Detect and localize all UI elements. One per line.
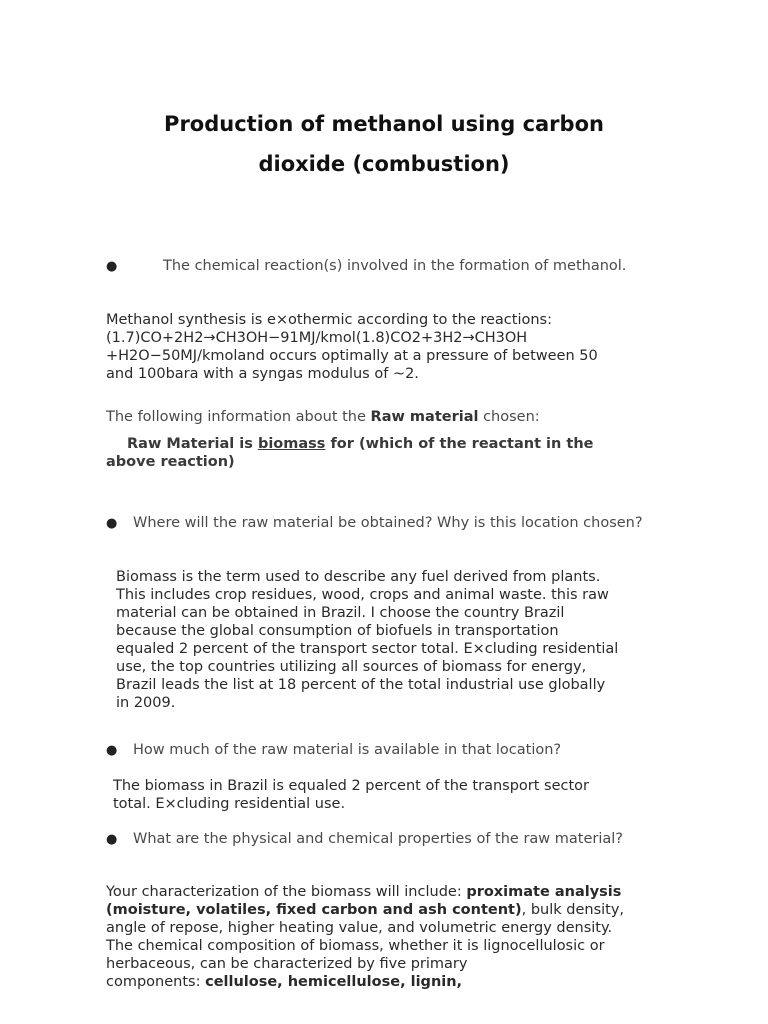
properties-text: Your characterization of the biomass will include:	[106, 884, 467, 900]
properties-text: components:	[106, 974, 206, 990]
raw-material-line-2: above reaction)	[106, 454, 235, 470]
title-line-1: Production of methanol using carbon	[164, 112, 604, 136]
properties-bold-text: (moisture, volatiles, fixed carbon and ash content)	[106, 902, 522, 918]
paragraph-line: material can be obtained in Brazil. I choose the country Brazil	[116, 605, 565, 621]
bullet-icon: ●	[106, 259, 118, 274]
question-text: The chemical reaction(s) involved in the formation of methanol.	[163, 258, 627, 274]
paragraph-line	[106, 973, 624, 991]
bullet-icon: ●	[106, 516, 118, 531]
paragraph-line: Brazil leads the list at 18 percent of the total industrial use globally	[116, 677, 606, 693]
bullet-icon: ●	[106, 832, 118, 847]
raw-material-text: Raw Material is	[127, 436, 258, 452]
properties-text: , bulk density,	[521, 902, 625, 918]
properties-bold-text: proximate analysis	[466, 884, 622, 900]
raw-material-line-1	[106, 435, 646, 453]
properties-bold-text: cellulose, hemicellulose, lignin,	[205, 974, 463, 990]
info-text-end: chosen:	[478, 409, 540, 425]
question-properties	[106, 831, 646, 848]
paragraph-line: The chemical composition of biomass, whether it is lignocellulosic or	[106, 938, 605, 954]
question-location	[106, 515, 646, 532]
raw-material-underlined: biomass	[257, 436, 326, 452]
question-text: Where will the raw material be obtained? Why is this location chosen?	[133, 515, 643, 531]
raw-material-statement	[106, 435, 646, 471]
paragraph-line: angle of repose, higher heating value, and volumetric energy density.	[106, 920, 613, 936]
question-availability	[106, 742, 646, 759]
info-bold-text: Raw material	[370, 409, 479, 425]
paragraph-line: total. E×cluding residential use.	[113, 796, 346, 812]
paragraph-line: Methanol synthesis is e×othermic according to the reactions:	[106, 312, 552, 328]
paragraph-line: herbaceous, can be characterized by five primary	[106, 956, 468, 972]
page-title	[0, 104, 768, 184]
paragraph-line: (1.7)CO+2H2→CH3OH−91MJ/kmol(1.8)CO2+3H2→CH3OH	[106, 330, 528, 346]
question-text: What are the physical and chemical properties of the raw material?	[133, 831, 623, 847]
paragraph-line	[106, 901, 624, 919]
paragraph-line: in 2009.	[116, 695, 176, 711]
info-text: The following information about the	[106, 409, 371, 425]
properties-paragraph	[106, 883, 624, 991]
paragraph-line	[106, 883, 624, 901]
paragraph-line: Biomass is the term used to describe any fuel derived from plants.	[116, 569, 601, 585]
availability-paragraph	[113, 777, 589, 813]
paragraph-line: equaled 2 percent of the transport sector total. E×cluding residential	[116, 641, 619, 657]
question-chemical-reactions	[106, 258, 646, 275]
reaction-paragraph	[106, 311, 598, 383]
paragraph-line: +H2O−50MJ/kmoland occurs optimally at a pressure of between 50	[106, 348, 598, 364]
bullet-icon: ●	[106, 743, 118, 758]
paragraph-line: This includes crop residues, wood, crops and animal waste. this raw	[116, 587, 609, 603]
biomass-paragraph	[116, 568, 618, 712]
title-line-2: dioxide (combustion)	[258, 152, 510, 176]
paragraph-line: The biomass in Brazil is equaled 2 percent of the transport sector	[113, 778, 590, 794]
paragraph-line: use, the top countries utilizing all sources of biomass for energy,	[116, 659, 587, 675]
paragraph-line: because the global consumption of biofuels in transportation	[116, 623, 559, 639]
raw-material-text-end: for (which of the reactant in the	[325, 436, 594, 452]
raw-material-info	[106, 409, 540, 425]
question-text: How much of the raw material is available in that location?	[133, 742, 562, 758]
paragraph-line: and 100bara with a syngas modulus of ~2.	[106, 366, 419, 382]
